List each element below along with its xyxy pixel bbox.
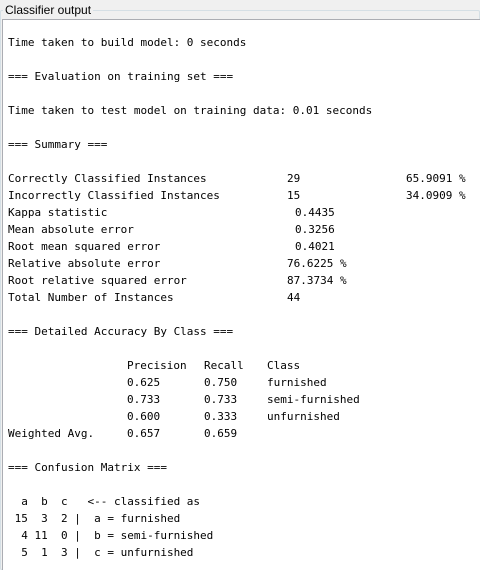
summary-label: Mean absolute error xyxy=(8,223,134,236)
summary-count: 15 xyxy=(287,189,301,202)
summary-percent: 65.9091 % xyxy=(406,172,466,185)
evaluation-heading: === Evaluation on training set === xyxy=(8,70,234,83)
summary-row-rae xyxy=(8,255,347,272)
recall-column-header: Recall xyxy=(204,359,244,372)
summary-label: Relative absolute error xyxy=(8,257,161,270)
summary-value: 87.3734 % xyxy=(287,274,347,287)
recall-value: 0.733 xyxy=(204,393,238,406)
summary-percent: 34.0909 % xyxy=(406,189,466,202)
confusion-matrix-row: 5 1 3 | c = unfurnished xyxy=(8,546,194,559)
summary-count: 29 xyxy=(287,172,301,185)
recall-value: 0.659 xyxy=(204,427,238,440)
summary-row-correct xyxy=(8,170,466,187)
summary-value: 0.3256 xyxy=(295,223,335,236)
weighted-avg-row xyxy=(8,425,238,442)
detailed-accuracy-heading: === Detailed Accuracy By Class === xyxy=(8,325,234,338)
recall-value: 0.750 xyxy=(204,376,238,389)
summary-row-rmse xyxy=(8,238,335,255)
confusion-matrix-row: 4 11 0 | b = semi-furnished xyxy=(8,529,214,542)
accuracy-header-row xyxy=(8,357,301,374)
classifier-output-text-area[interactable] xyxy=(2,19,480,570)
class-column-header: Class xyxy=(267,359,301,372)
summary-heading: === Summary === xyxy=(8,138,108,151)
confusion-matrix-heading: === Confusion Matrix === xyxy=(8,461,167,474)
summary-label: Total Number of Instances xyxy=(8,291,174,304)
precision-value: 0.625 xyxy=(127,376,161,389)
accuracy-row xyxy=(8,408,340,425)
confusion-matrix-header: a b c <-- classified as xyxy=(8,495,201,508)
summary-row-total xyxy=(8,289,301,306)
summary-row-incorrect xyxy=(8,187,466,204)
confusion-matrix-row: 15 3 2 | a = furnished xyxy=(8,512,181,525)
summary-value: 76.6225 % xyxy=(287,257,347,270)
class-name: unfurnished xyxy=(267,410,340,423)
accuracy-row xyxy=(8,391,360,408)
summary-label: Correctly Classified Instances xyxy=(8,172,207,185)
summary-value: 44 xyxy=(287,291,301,304)
summary-label: Incorrectly Classified Instances xyxy=(8,189,220,202)
panel-title: Classifier output xyxy=(5,3,92,17)
accuracy-row xyxy=(8,374,327,391)
recall-value: 0.333 xyxy=(204,410,238,423)
class-name: furnished xyxy=(267,376,327,389)
summary-row-kappa xyxy=(8,204,335,221)
summary-row-mae xyxy=(8,221,335,238)
summary-label: Root relative squared error xyxy=(8,274,187,287)
test-time-line: Time taken to test model on training data: 0.01 seconds xyxy=(8,104,373,117)
summary-value: 0.4435 xyxy=(295,206,335,219)
precision-column-header: Precision xyxy=(127,359,187,372)
class-name: semi-furnished xyxy=(267,393,360,406)
summary-value: 0.4021 xyxy=(295,240,335,253)
weighted-avg-label: Weighted Avg. xyxy=(8,427,95,440)
precision-value: 0.600 xyxy=(127,410,161,423)
build-time-line: Time taken to build model: 0 seconds xyxy=(8,36,247,49)
summary-row-rrse xyxy=(8,272,347,289)
summary-label: Root mean squared error xyxy=(8,240,161,253)
precision-value: 0.657 xyxy=(127,427,161,440)
precision-value: 0.733 xyxy=(127,393,161,406)
summary-label: Kappa statistic xyxy=(8,206,108,219)
